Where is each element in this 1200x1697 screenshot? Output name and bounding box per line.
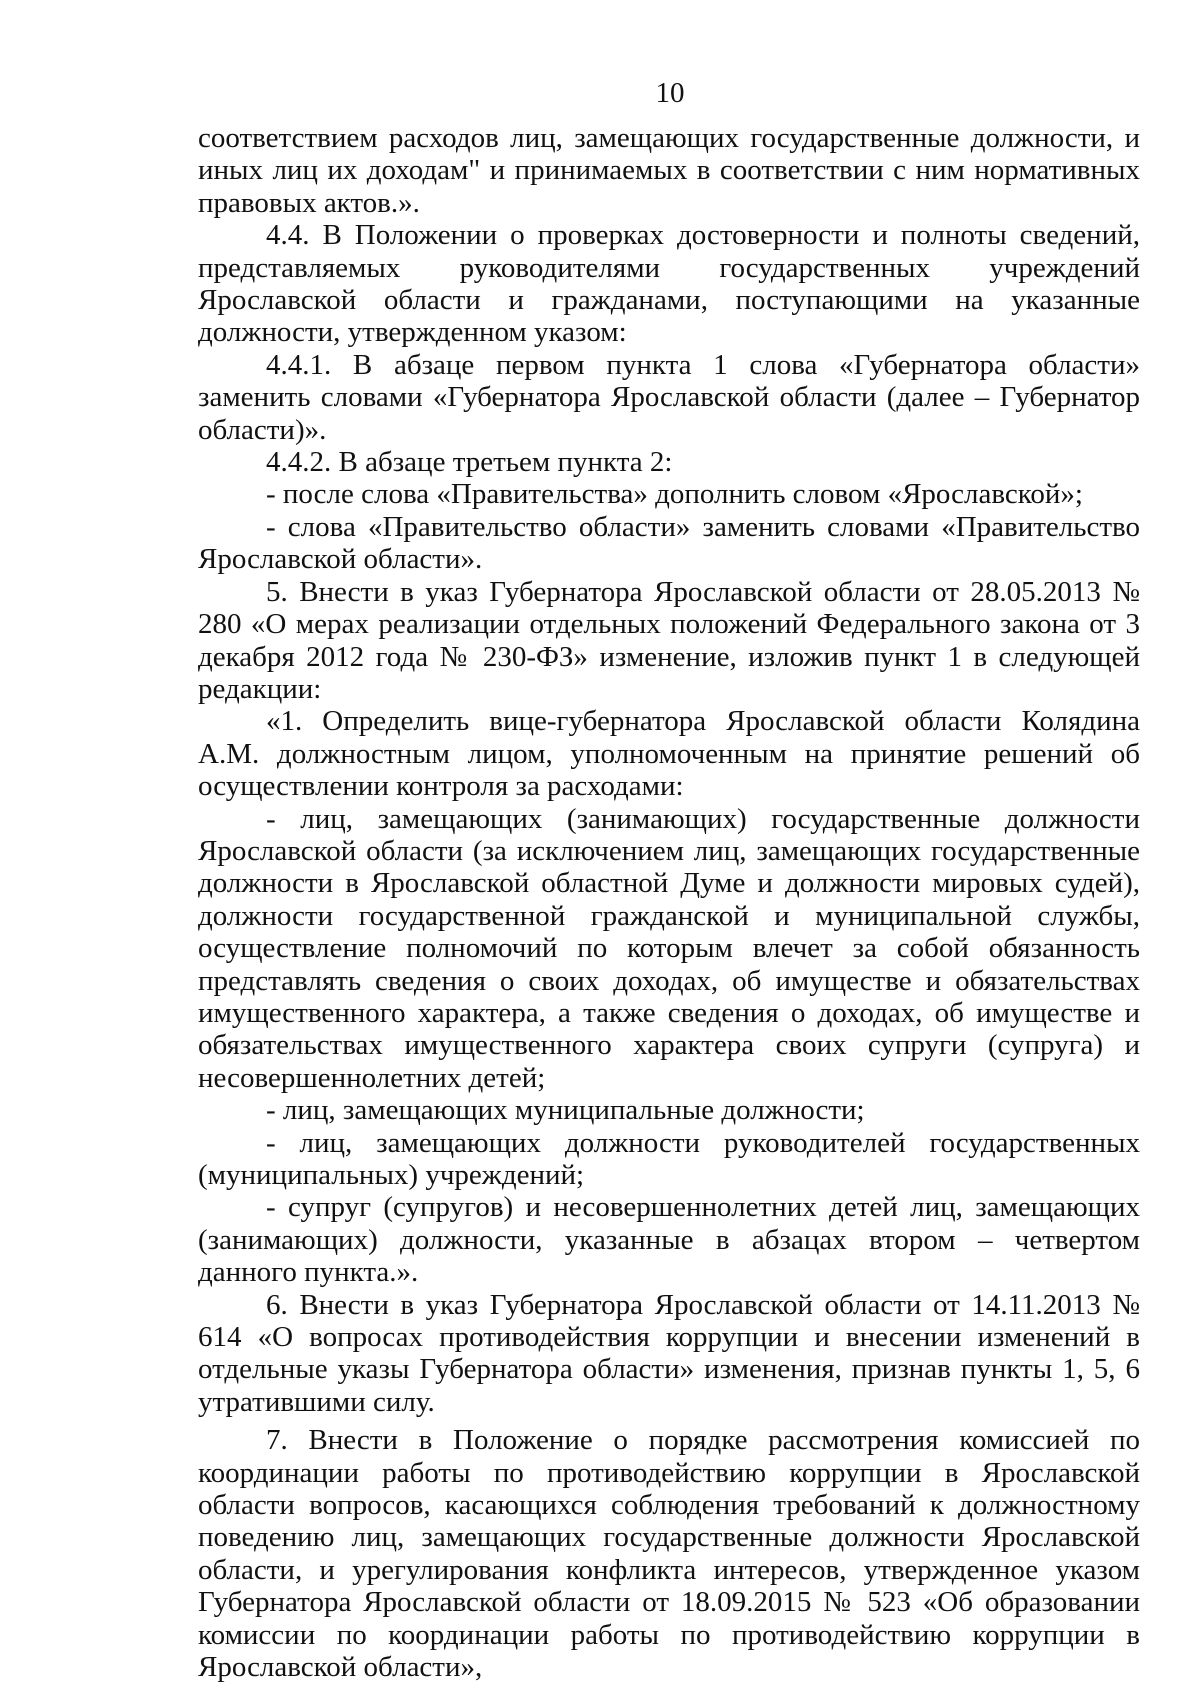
list-item-municipal-positions: - лиц, замещающих муниципальные должности; — [266, 1094, 865, 1127]
paragraph-4-4: 4.4. В Положении о проверках достоверности и полноты сведений, представляемых руководителями государственных учреждений Ярославской области и гражданами, поступающими на указанные должности, утвержденном указом: — [198, 219, 1140, 349]
document-body — [198, 122, 1140, 1684]
paragraph-quoted-1: «1. Определить вице-губернатора Ярославской области Колядина А.М. должностным лицом, уполномоченным на принятие решений об осуществлении контроля за расходами: — [198, 705, 1140, 803]
list-item-after-word: - после слова «Правительства» дополнить словом «Ярославской»; — [266, 478, 1083, 511]
paragraph-5: 5. Внести в указ Губернатора Ярославской области от 28.05.2013 № 280 «О мерах реализации отдельных положений Федерального закона от 3 декабря 2012 года № 230-ФЗ» изменение, изложив пункт 1 в следующей редакции: — [198, 575, 1140, 705]
paragraph-4-4-2: 4.4.2. В абзаце третьем пункта 2: — [266, 446, 673, 479]
page-number: 10 — [655, 77, 685, 109]
paragraph-4-4-1: 4.4.1. В абзаце первом пункта 1 слова «Губернатора области» заменить словами «Губернатора Ярославской области (далее – Губернатор области)». — [198, 348, 1140, 446]
list-item-institution-heads: - лиц, замещающих должности руководителей государственных (муниципальных) учреждений; — [198, 1126, 1140, 1191]
list-item-spouses-children: - супруг (супругов) и несовершеннолетних детей лиц, замещающих (занимающих) должности, указанные в абзацах втором – четвертом данного пункта.». — [198, 1191, 1140, 1289]
paragraph-6: 6. Внести в указ Губернатора Ярославской области от 14.11.2013 № 614 «О вопросах противодействия коррупции и внесении изменений в отдельные указы Губернатора области» изменения, признав пункты 1, 5, 6 утратившими силу. — [198, 1288, 1140, 1418]
list-item-state-positions: - лиц, замещающих (занимающих) государственные должности Ярославской области (за исключением лиц, замещающих государственные должности в Ярославской областной Думе и должности мировых судей), должности государственной гражданской и муниципальной службы, осуществление полномочий по которым влечет за собой обязанность представлять сведения о своих доходах, об имуществе и обязательствах имущественного характера, а также сведения о доходах, об имуществе и обязательствах имущественного характера своих супруги (супруга) и несовершеннолетних детей; — [198, 802, 1140, 1094]
paragraph-continuation: соответствием расходов лиц, замещающих государственные должности, и иных лиц их доходам" и принимаемых в соответствии с ним нормативных правовых актов.». — [198, 122, 1140, 219]
list-item-replace-words: - слова «Правительство области» заменить словами «Правительство Ярославской области». — [198, 510, 1140, 576]
paragraph-7: 7. Внести в Положение о порядке рассмотрения комиссией по координации работы по противодействию коррупции в Ярославской области вопросов, касающихся соблюдения требований к должностному поведению лиц, замещающих государственные должности Ярославской области, и урегулирования конфликта интересов, утвержденное указом Губернатора Ярославской области от 18.09.2015 № 523 «Об образовании комиссии по координации работы по противодействию коррупции в Ярославской области», — [198, 1424, 1140, 1684]
